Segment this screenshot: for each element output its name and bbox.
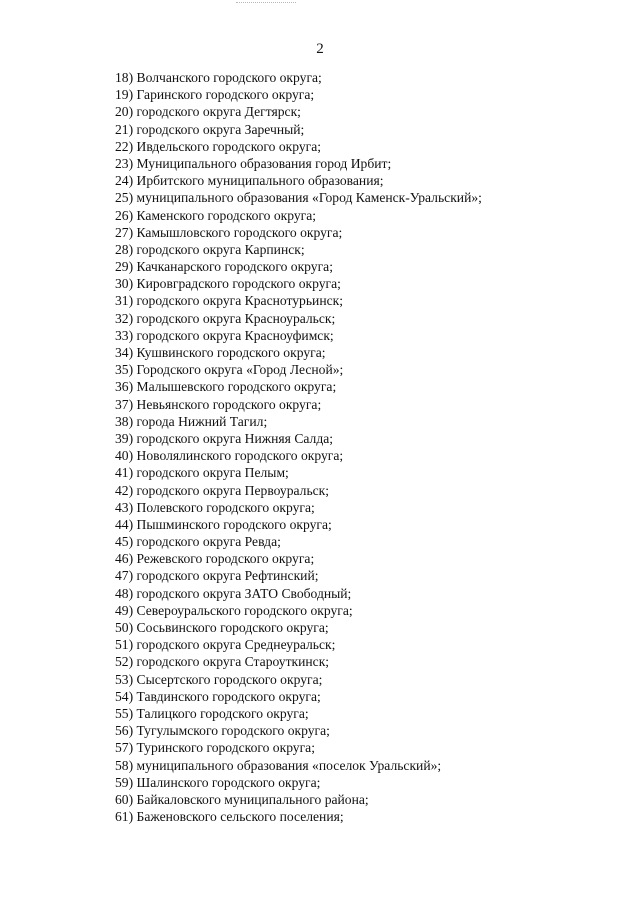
list-item: 36) Малышевского городского округа;: [115, 379, 337, 395]
list-item: 23) Муниципального образования город Ирбит;: [115, 155, 392, 171]
list-item: 52) городского округа Староуткинск;: [115, 654, 330, 670]
list-item: 31) городского округа Краснотурьинск;: [115, 293, 344, 309]
list-item: 45) городского округа Ревда;: [115, 534, 281, 550]
list-item: 46) Режевского городского округа;: [115, 551, 315, 567]
scan-artifact-mark: [236, 2, 296, 6]
list-item: 59) Шалинского городского округа;: [115, 774, 321, 790]
list-item: 22) Ивдельского городского округа;: [115, 138, 322, 154]
list-item: 57) Туринского городского округа;: [115, 740, 315, 756]
list-item: 32) городского округа Красноуральск;: [115, 310, 336, 326]
list-item: 60) Байкаловского муниципального района;: [115, 791, 369, 807]
list-item: 25) муниципального образования «Город Каменск-Уральский»;: [115, 190, 482, 206]
list-item: 40) Новолялинского городского округа;: [115, 448, 344, 464]
list-item: 39) городского округа Нижняя Салда;: [115, 430, 334, 446]
list-item: 29) Качканарского городского округа;: [115, 259, 333, 275]
list-item: 54) Тавдинского городского округа;: [115, 688, 321, 704]
list-item: 43) Полевского городского округа;: [115, 499, 315, 515]
list-item: 26) Каменского городского округа;: [115, 207, 317, 223]
list-item: 24) Ирбитского муниципального образования;: [115, 173, 384, 189]
list-item: 21) городского округа Заречный;: [115, 121, 305, 137]
list-item: 48) городского округа ЗАТО Свободный;: [115, 585, 352, 601]
list-item: 42) городского округа Первоуральск;: [115, 482, 330, 498]
list-item: 30) Кировградского городского округа;: [115, 276, 341, 292]
municipality-list: [115, 69, 482, 825]
list-item: 33) городского округа Красноуфимск;: [115, 327, 334, 343]
list-item: 35) Городского округа «Город Лесной»;: [115, 362, 344, 378]
list-item: 44) Пышминского городского округа;: [115, 516, 332, 532]
list-item: 50) Сосьвинского городского округа;: [115, 620, 329, 635]
list-item: 49) Североуральского городского округа;: [115, 602, 353, 618]
list-item: 41) городского округа Пелым;: [115, 465, 289, 481]
list-item: 19) Гаринского городского округа;: [115, 87, 315, 103]
list-item: 55) Талицкого городского округа;: [115, 705, 309, 721]
list-item: 51) городского округа Среднеуральск;: [115, 637, 336, 653]
list-item: 27) Камышловского городского округа;: [115, 224, 343, 240]
list-item: 20) городского округа Дегтярск;: [115, 104, 301, 120]
list-item: 28) городского округа Карпинск;: [115, 241, 305, 257]
list-item: 58) муниципального образования «поселок Уральский»;: [115, 757, 442, 773]
list-item: 53) Сысертского городского округа;: [115, 671, 323, 687]
list-item: 18) Волчанского городского округа;: [115, 70, 322, 85]
list-item: 56) Тугулымского городского округа;: [115, 723, 330, 739]
list-item: 38) города Нижний Тагил;: [115, 413, 268, 429]
list-item: 47) городского округа Рефтинский;: [115, 568, 319, 584]
list-item: 37) Невьянского городского округа;: [115, 396, 322, 412]
list-item: 61) Баженовского сельского поселения;: [115, 809, 344, 825]
page-number: 2: [316, 41, 324, 57]
list-item: 34) Кушвинского городского округа;: [115, 345, 326, 360]
